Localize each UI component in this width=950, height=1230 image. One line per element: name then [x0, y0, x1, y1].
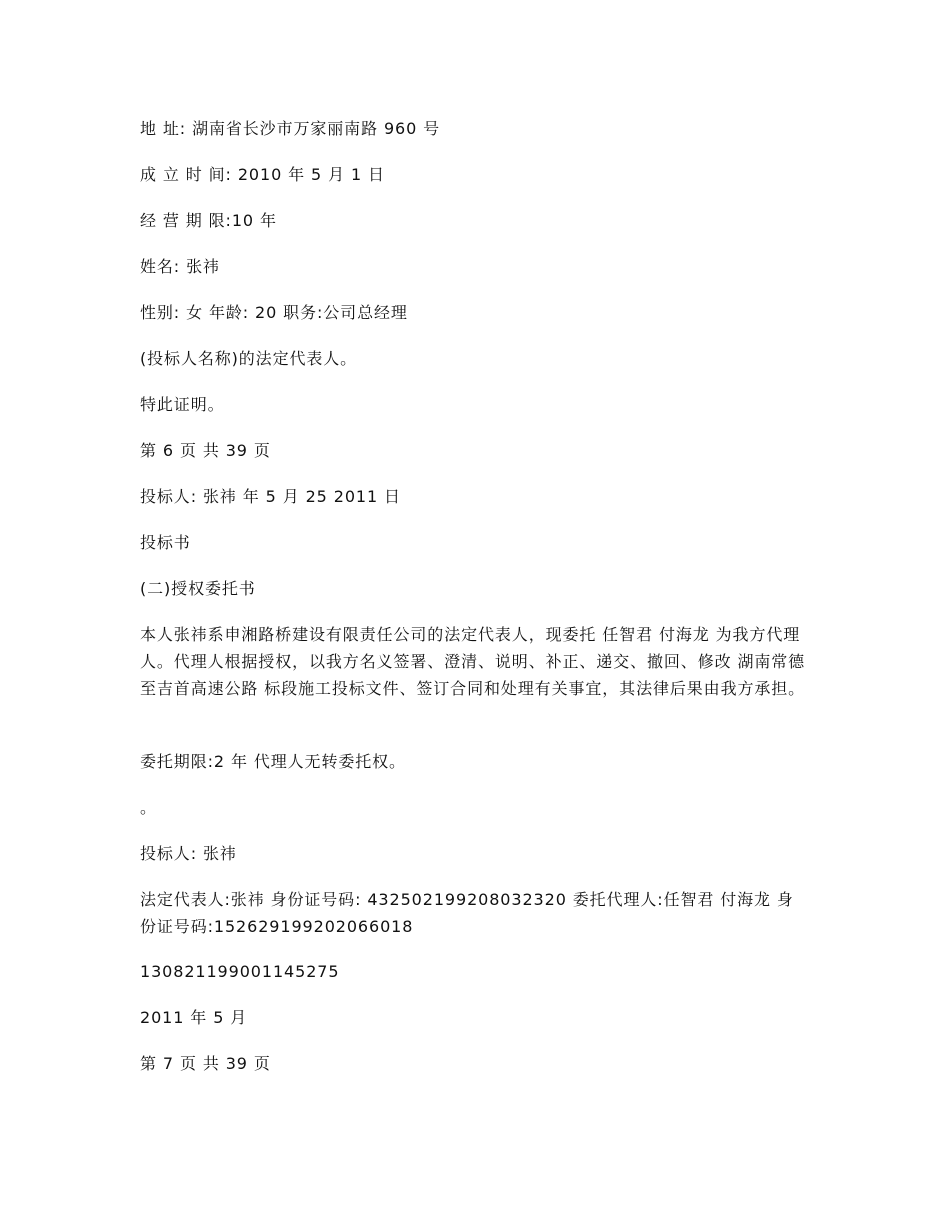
- page-number-6: 第 6 页 共 39 页: [140, 441, 271, 460]
- bidder-signature-date-line: 投标人: 张祎 年 5 月 25 2011 日: [140, 487, 401, 506]
- name-line: 姓名: 张祎: [140, 257, 220, 276]
- section-title-authorization: (二)授权委托书: [140, 579, 256, 598]
- date-line: 2011 年 5 月: [140, 1008, 248, 1027]
- section-title-bid: 投标书: [140, 533, 191, 552]
- punctuation-line: 。: [140, 798, 157, 817]
- bidder-line: 投标人: 张祎: [140, 844, 237, 863]
- page-number-7: 第 7 页 共 39 页: [140, 1054, 271, 1073]
- legal-representative-line: (投标人名称)的法定代表人。: [140, 349, 358, 368]
- gender-age-position-line: 性别: 女 年龄: 20 职务:公司总经理: [140, 303, 408, 322]
- certification-line: 特此证明。: [140, 395, 225, 414]
- id-number-line: 130821199001145275: [140, 962, 340, 981]
- business-term-line: 经 营 期 限:10 年: [140, 211, 277, 230]
- address-line: 地 址: 湖南省长沙市万家丽南路 960 号: [140, 119, 441, 138]
- authorization-paragraph: 本人张祎系申湘路桥建设有限责任公司的法定代表人，现委托 任智君 付海龙 为我方代理人。代理人根据授权，以我方名义签署、澄清、说明、补正、递交、撤回、修改 湖南常德至吉首高速公路 标段施工投标文件、签订合同和处理有关事宜，其法律后果由我方承担。: [140, 625, 806, 698]
- founding-date-line: 成 立 时 间: 2010 年 5 月 1 日: [140, 165, 385, 184]
- representative-id-paragraph: 法定代表人:张祎 身份证号码: 432502199208032320 委托代理人:任智君 付海龙 身份证号码:152629199202066018: [140, 890, 794, 936]
- authorization-term-line: 委托期限:2 年 代理人无转委托权。: [140, 752, 406, 771]
